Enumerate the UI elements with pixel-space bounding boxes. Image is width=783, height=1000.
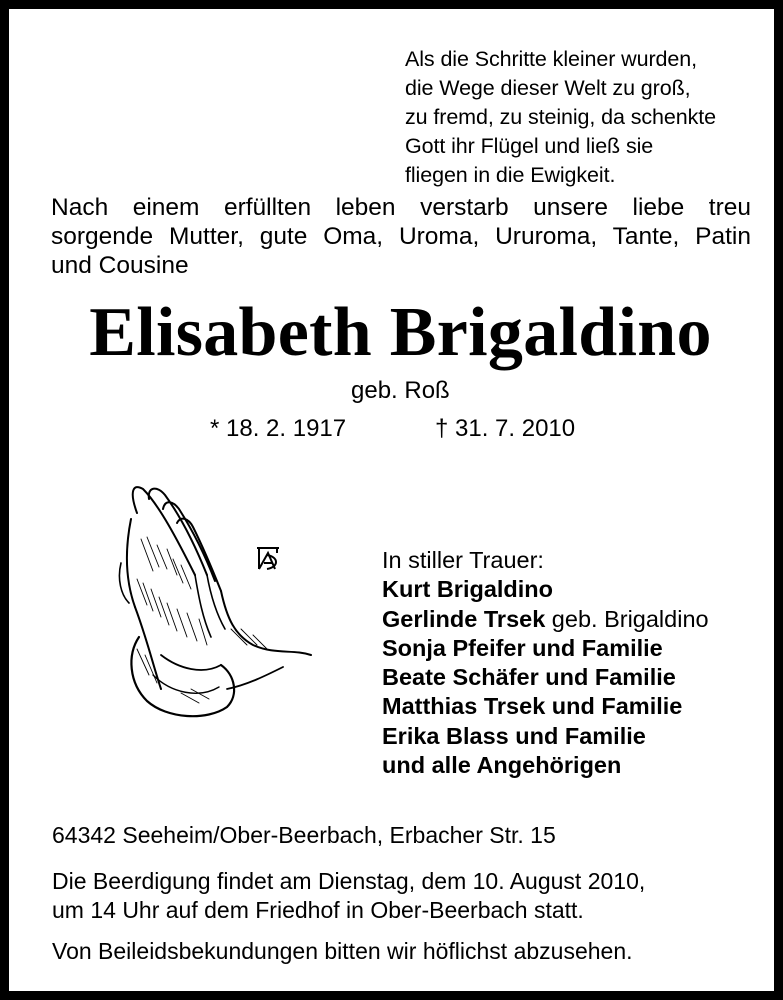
mourner-entry xyxy=(382,605,782,634)
mourner-suffix: geb. Brigaldino xyxy=(545,605,709,632)
mourner-name: und alle Angehörigen xyxy=(382,752,622,779)
praying-hands-icon xyxy=(107,479,313,723)
funeral-line: um 14 Uhr auf dem Friedhof in Ober-Beerbach statt. xyxy=(52,897,584,923)
mourner-entry xyxy=(382,722,782,751)
address: 64342 Seeheim/Ober-Beerbach, Erbacher Str. 15 xyxy=(52,822,556,848)
mourners-list xyxy=(382,546,782,780)
mourner-entry xyxy=(382,663,782,692)
poem-line: zu fremd, zu steinig, da schenkte xyxy=(405,105,717,129)
mourner-name: Kurt Brigaldino xyxy=(382,576,554,603)
poem-line: Als die Schritte kleiner wurden, xyxy=(405,47,697,71)
mourners-heading: In stiller Trauer: xyxy=(382,547,544,573)
deceased-name: Elisabeth Brigaldino xyxy=(89,294,712,371)
poem-line: Gott ihr Flügel und ließ sie xyxy=(405,134,654,158)
mourner-entry xyxy=(382,575,782,604)
mourner-name: Erika Blass und Familie xyxy=(382,722,646,749)
poem-line: fliegen in die Ewigkeit. xyxy=(405,163,616,187)
mourner-entry xyxy=(382,751,782,780)
funeral-line: Die Beerdigung findet am Dienstag, dem 10. August 2010, xyxy=(52,868,646,894)
mourner-name: Beate Schäfer und Familie xyxy=(382,664,676,691)
mourner-entry xyxy=(382,692,782,721)
mourner-name: Sonja Pfeifer und Familie xyxy=(382,634,663,661)
mourner-name: Gerlinde Trsek xyxy=(382,605,546,632)
intro-line: Nach einem erfüllten leben verstarb unsere liebe treu xyxy=(51,194,751,221)
intro-line: sorgende Mutter, gute Oma, Uroma, Ururoma, Tante, Patin xyxy=(51,223,751,250)
intro-text xyxy=(51,193,751,280)
condolence-note: Von Beileidsbekundungen bitten wir höflichst abzusehen. xyxy=(52,938,633,964)
intro-line: und Cousine xyxy=(51,252,189,279)
death-date: † 31. 7. 2010 xyxy=(435,415,576,442)
funeral-info xyxy=(52,867,752,925)
poem-line: die Wege dieser Welt zu groß, xyxy=(405,76,691,100)
mourner-name: Matthias Trsek und Familie xyxy=(382,693,683,720)
mourner-entry xyxy=(382,634,782,663)
birth-date: * 18. 2. 1917 xyxy=(210,415,347,442)
poem-verse xyxy=(405,45,775,190)
ad-monogram-icon xyxy=(255,543,281,571)
maiden-name: geb. Roß xyxy=(351,377,450,404)
